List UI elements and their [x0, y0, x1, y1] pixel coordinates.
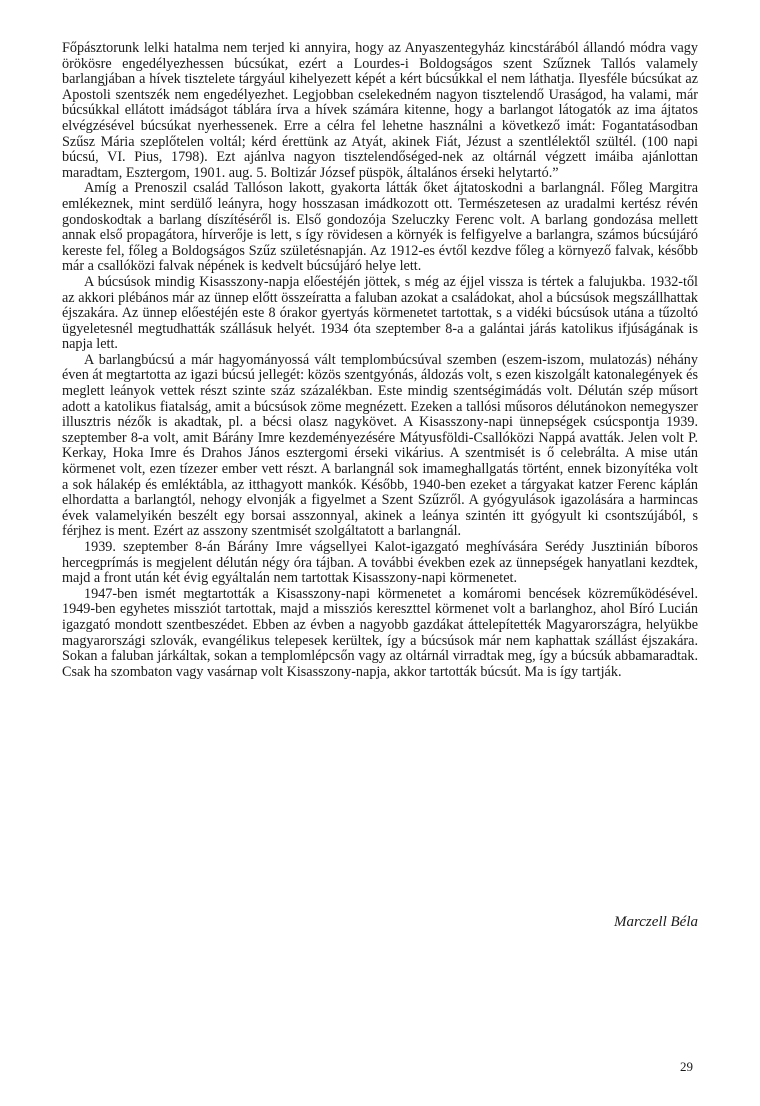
paragraph-1: Főpásztorunk lelki hatalma nem terjed ki annyira, hogy az Anyaszentegyház kincstárából állandó módra vagy örökösre engedélyezhessen búcsúkat, ezért a Lourdes-i Boldogságos szent Szűznek Tallós valamely barlangjában a hívek tisztelete tárgyául kihelyezett képét a kért búcsúkkal el nem láthatja. Ilyesféle búcsúkat az Apostoli szentszék nem engedélyezhet. Legjobban cselekedném nagyon tisztelendő Uraságod, ha valami, már búcsúkkal ellátott imádságot táblára írva a hívek számára kitenne, hogy a barlangot látogatók az ima ájtatos elvégzésével búcsúkat nyerhessenek. Erre a célra fel lehetne használni a következő imát: Fogantatásodban Szűsz Mária szeplőtelen voltál; kérd érettünk az Atyát, akinek Fiát, Jézust a szentlélektől szültél. (100 napi búcsú, VI. Pius, 1798). Ezt ajánlva nagyon tisztelendőséged-nek az oltárnál végzett imáiba ajánlottan maradtam, Esztergom, 1901. aug. 5. Boltizár József püspök, általános érseki helytartó.” [62, 40, 698, 181]
paragraph-5: 1939. szeptember 8-án Bárány Imre vágsellyei Kalot-igazgató meghívására Serédy Jusztinián bíboros hercegprímás is megjelent délután négy óra tájban. A további években ezek az ünnepségek hanyatlani kezdtek, majd a front után két évig egyáltalán nem tartottak Kisasszony-napi körmenetet. [62, 539, 698, 587]
paragraph-3: A búcsúsok mindig Kisasszony-napja előestéjén jöttek, s még az éjjel vissza is tértek a falujukba. 1932-től az akkori plébános már az ünnep előtt összeíratta a faluban azokat a családokat, ahol a búcsúsok megszállhattak éjszakára. Az ünnep előestéjén este 8 órakor gyertyás körmenetet tartottak, s a vidéki búcsúsok utána a tűzoltó ügyeletesnél megtudhatták szállásuk helyét. 1934 óta szeptember 8-a a galántai járás katolikus ifjúságának is napja lett. [62, 273, 698, 353]
article-body [62, 41, 698, 680]
paragraph-6: 1947-ben ismét megtartották a Kisasszony-napi körmenetet a komáromi bencések közreműködésével. 1949-ben egyhetes missziót tartottak, majd a missziós kereszttel körmenet volt a barlanghoz, ahol Bíró Lucián igazgató mondott szentbeszédet. Ebben az évben a nagyobb gazdákat áttelepítették Magyarországra, helyükbe magyarországi szlovák, evangélikus telepesek kerültek, így a búcsúsok már nem kaphattak szállást éjszakára. Sokan a faluban járkáltak, sokan a templomlépcsőn vagy az oltárnál virradtak meg, így a búcsúk abbamaradtak. Csak ha szombaton vagy vasárnap volt Kisasszony-napja, akkor tartották búcsút. Ma is így tartják. [62, 585, 698, 680]
paragraph-2: Amíg a Prenoszil család Tallóson lakott, gyakorta látták őket ájtatoskodni a barlangnál. Főleg Margitra emlékeznek, mint serdülő leányra, hogy hosszasan imádkozott ott. Természetesen az uradalmi kertész révén gondoskodtak a barlang díszítéséről is. Első gondozója Szeluczky Ferenc volt. A barlang gondozása mellett annak első propagátora, hírverője is lett, s így rövidesen a környék is felfigyelve a barlangra, számos búcsújáró kereste fel, főleg a Boldogságos Szűz születésnapján. Az 1912-es évtől kezdve főleg a környező falvak, később már a csallóközi falvak népének is kedvelt búcsújáró helye lett. [62, 180, 698, 275]
paragraph-4: A barlangbúcsú a már hagyományossá vált templombúcsúval szemben (eszem-iszom, mulatozás) néhány éven át megtartotta az igazi búcsú jellegét: közös szentgyónás, áldozás volt, s ezen kiszolgált katonalegények és meglett leányok vettek részt szinte száz százalékban. Este mindig szentségimádás volt. Délután szép műsort adott a katolikus fiatalság, amit a búcsúsok zöme megnézett. Ezeken a tallósi műsoros délutánokon nemegyszer illusztris nézők is akadtak, pl. a bécsi olasz nagykövet. A Kisasszony-napi ünnepségek csúcspontja 1939. szeptember 8-a volt, amit Bárány Imre kezdeményezésére Mátyusföldi-Csallóközi Nappá avatták. Jelen volt P. Kerkay, Hoka Imre és Drahos János esztergomi érseki vikárius. A szentmisét is ő celebrálta. A mise után körmenet volt, ezen tízezer ember vett részt. A barlangnál sok imameghallgatás történt, ennek bizonyítéka volt a sok hálakép és emléktábla, az itthagyott mankók. Később, 1940-ben ezeket a tárgyakat katzer Ferenc káplán elhordatta a barlangtól, nehogy elvonják a figyelmet a Szent Szűzről. A gyógyulások igazolására a harmincas évek valamelyikén beszélt egy borsai asszonnyal, akinek a leánya szintén itt gyógyult ki csontszújából, s férjhez is ment. Ezért az asszony szentmisét szolgáltatott a barlangnál. [62, 351, 698, 540]
page-number: 29 [680, 1059, 693, 1074]
author-signature: Marczell Béla [613, 914, 698, 930]
